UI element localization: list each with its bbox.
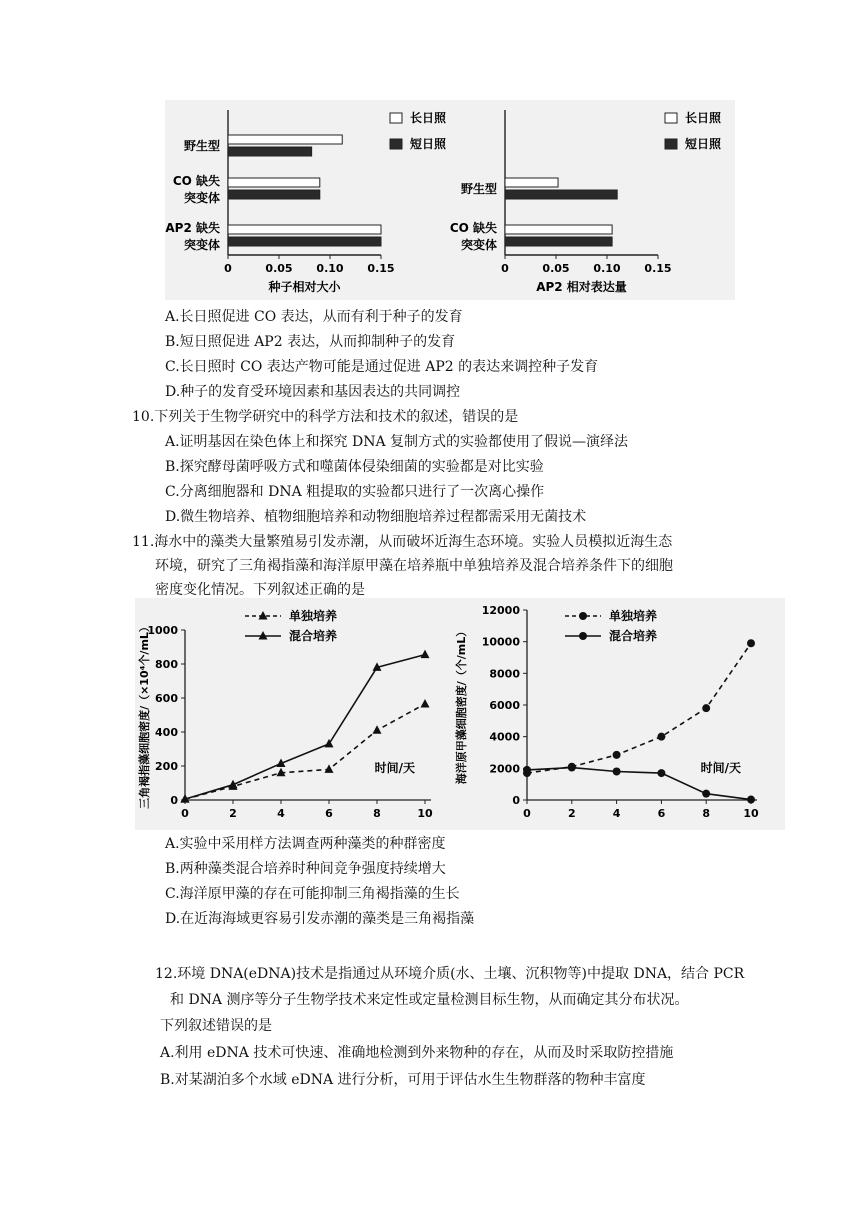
q12-stem-line2: 和 DNA 测序等分子生物学技术来定性或定量检测目标生物，从而确定其分布状况。	[170, 992, 689, 1008]
f2-right-x-tick-label: 4	[612, 807, 621, 820]
f1-left-category-label: CO 缺失	[172, 174, 220, 188]
f1-right-legend-swatch	[665, 113, 677, 123]
f2-left-data-point	[325, 764, 334, 773]
f2-left-y-tick-label: 400	[155, 726, 178, 739]
f1-right-bar	[505, 178, 558, 187]
f1-right-bar	[505, 190, 617, 199]
f2-right-data-point	[747, 639, 755, 647]
q11-option-b: B.两种藻类混合培养时种间竞争强度持续增大	[165, 861, 446, 877]
f1-right-category-label: CO 缺失	[449, 221, 497, 235]
q11-stem-line1: 11.海水中的藻类大量繁殖易引发赤潮，从而破坏近海生态环境。实验人员模拟近海生态	[132, 534, 673, 550]
f1-left-category-label: 突变体	[183, 191, 220, 205]
f2-right-x-tick-label: 0	[523, 807, 531, 820]
f1-left-bar	[228, 178, 320, 187]
f1-right-tick-label: 0.15	[644, 262, 672, 275]
f2-left-data-point	[421, 650, 430, 659]
f2-right-y-tick-label: 6000	[489, 699, 520, 712]
q10-stem: 10.下列关于生物学研究中的科学方法和技术的叙述，错误的是	[132, 409, 519, 425]
f1-left-x-title: 种子相对大小	[268, 280, 341, 294]
f2-left-y-tick-label: 0	[170, 794, 178, 807]
f1-left-bar	[228, 147, 312, 156]
f1-right-category-label: 野生型	[460, 182, 497, 196]
figure2-line-charts	[135, 598, 785, 830]
f2-right-legend-label: 混合培养	[609, 629, 658, 643]
q9-option-a: A.长日照促进 CO 表达，从而有利于种子的发育	[165, 309, 463, 325]
q10-option-b: B.探究酵母菌呼吸方式和噬菌体侵染细菌的实验都是对比实验	[165, 459, 544, 475]
f2-left-y-tick-label: 1000	[147, 624, 178, 637]
f1-right-tick-label: 0	[501, 262, 509, 275]
f2-right-legend-marker	[579, 612, 587, 620]
f2-right-x-tick-label: 10	[743, 807, 759, 820]
f2-right-x-tick-label: 8	[702, 807, 711, 820]
q9-option-d: D.种子的发育受环境因素和基因表达的共同调控	[165, 384, 461, 400]
q9-option-c: C.长日照时 CO 表达产物可能是通过促进 AP2 的表达来调控种子发育	[165, 359, 599, 375]
f2-right-y-tick-label: 2000	[489, 762, 520, 776]
f1-right-legend-label: 长日照	[685, 111, 722, 125]
q12-option-b: B.对某湖泊多个水域 eDNA 进行分析，可用于评估水生生物群落的物种丰富度	[160, 1072, 646, 1088]
q12-option-a: A.利用 eDNA 技术可快速、准确地检测到外来物种的存在，从而及时采取防控措施	[160, 1045, 674, 1061]
f2-right-y-tick-label: 8000	[489, 667, 520, 681]
f2-left-x-tick-label: 0	[181, 807, 189, 820]
q12-stem-line3: 下列叙述错误的是	[160, 1018, 272, 1034]
figure1-panel	[165, 100, 735, 300]
f2-right-y-title: 海洋原甲藻细胞密度/（个/mL）	[455, 625, 468, 785]
f2-right-y-tick-label: 4000	[489, 730, 520, 744]
f2-left-legend-label: 混合培养	[289, 629, 338, 643]
f2-right-data-point	[657, 769, 665, 777]
f2-right-legend-label: 单独培养	[609, 609, 658, 623]
f1-left-bar	[228, 237, 381, 246]
f2-left-time-label: 时间/天	[374, 761, 415, 775]
f2-right-data-point	[613, 768, 621, 776]
f1-left-legend-swatch	[390, 113, 402, 123]
f2-right-x-tick-label: 2	[567, 807, 576, 820]
f1-right-legend-label: 短日照	[685, 137, 722, 151]
f1-left-tick-label: 0.05	[265, 262, 293, 275]
f2-left-y-tick-label: 200	[155, 760, 178, 773]
f2-right-x-tick-label: 6	[657, 807, 666, 820]
f1-left-legend-label: 短日照	[410, 137, 447, 151]
f2-right-y-tick-label: 0	[512, 794, 520, 807]
q11-option-c: C.海洋原甲藻的存在可能抑制三角褐指藻的生长	[165, 886, 460, 902]
f1-right-category-label: 突变体	[460, 238, 497, 252]
f2-right-data-point	[702, 704, 710, 712]
f2-left-x-tick-label: 6	[325, 807, 333, 820]
q9-option-b: B.短日照促进 AP2 表达，从而抑制种子的发育	[165, 334, 456, 350]
f2-right-legend-marker	[579, 632, 587, 640]
f2-right-data-point	[702, 790, 710, 798]
q10-option-c: C.分离细胞器和 DNA 粗提取的实验都只进行了一次离心操作	[165, 484, 545, 500]
f2-left-x-tick-label: 4	[277, 807, 285, 820]
f1-left-category-label: AP2 缺失	[165, 221, 220, 235]
figure1-bar-charts	[165, 100, 735, 300]
f2-right-data-point	[657, 733, 665, 741]
f1-right-x-title: AP2 相对表达量	[536, 280, 627, 294]
f2-left-legend-label: 单独培养	[289, 609, 338, 623]
f1-left-tick-label: 0.10	[316, 262, 344, 275]
f2-left-x-tick-label: 10	[417, 807, 433, 820]
f2-left-y-tick-label: 600	[155, 692, 178, 705]
f1-left-bar	[228, 225, 381, 234]
f1-left-category-label: 突变体	[183, 238, 220, 252]
f2-left-series-line	[185, 704, 425, 799]
f2-left-data-point	[421, 699, 430, 708]
f2-right-series-line	[527, 643, 751, 773]
f2-right-data-point	[747, 796, 755, 804]
q12-stem-line1: 12.环境 DNA(eDNA)技术是指通过从环境介质(水、土壤、沉积物等)中提取 DNA，结合 PCR	[155, 966, 745, 982]
f2-right-data-point	[613, 751, 621, 759]
f1-right-tick-label: 0.05	[542, 262, 570, 275]
f1-right-legend-swatch	[665, 139, 677, 149]
q10-option-a: A.证明基因在染色体上和探究 DNA 复制方式的实验都使用了假说—演绎法	[165, 434, 629, 450]
f2-left-data-point	[373, 725, 382, 734]
f2-left-series-line	[185, 655, 425, 800]
f1-right-bar	[505, 237, 612, 246]
f2-right-data-point	[568, 764, 576, 772]
f1-right-tick-label: 0.10	[593, 262, 621, 275]
f1-left-bar	[228, 135, 342, 144]
f1-right-bar	[505, 225, 612, 234]
f2-right-y-tick-label: 12000	[481, 604, 520, 617]
f1-left-bar	[228, 190, 320, 199]
f2-left-x-tick-label: 2	[229, 807, 237, 820]
f2-right-data-point	[523, 766, 531, 774]
f2-right-time-label: 时间/天	[700, 761, 741, 775]
q11-option-d: D.在近海海域更容易引发赤潮的藻类是三角褐指藻	[165, 911, 475, 927]
q11-stem-line3: 密度变化情况。下列叙述正确的是	[155, 582, 365, 598]
f2-left-y-tick-label: 800	[155, 658, 178, 671]
f1-left-tick-label: 0.15	[367, 262, 395, 275]
q10-option-d: D.微生物培养、植物细胞培养和动物细胞培养过程都需采用无菌技术	[165, 509, 587, 525]
f1-left-category-label: 野生型	[183, 139, 220, 153]
f2-right-y-tick-label: 10000	[481, 635, 520, 649]
f1-left-legend-label: 长日照	[410, 111, 447, 125]
f2-left-x-tick-label: 8	[373, 807, 381, 820]
q11-stem-line2: 环境，研究了三角褐指藻和海洋原甲藻在培养瓶中单独培养及混合培养条件下的细胞	[155, 558, 673, 574]
f1-left-legend-swatch	[390, 139, 402, 149]
q11-option-a: A.实验中采用样方法调查两种藻类的种群密度	[165, 836, 446, 852]
figure2-panel	[135, 598, 785, 830]
f2-left-y-title: 三角褐指藻细胞密度/（×10⁴个/mL）	[138, 621, 151, 809]
f1-left-tick-label: 0	[224, 262, 232, 275]
